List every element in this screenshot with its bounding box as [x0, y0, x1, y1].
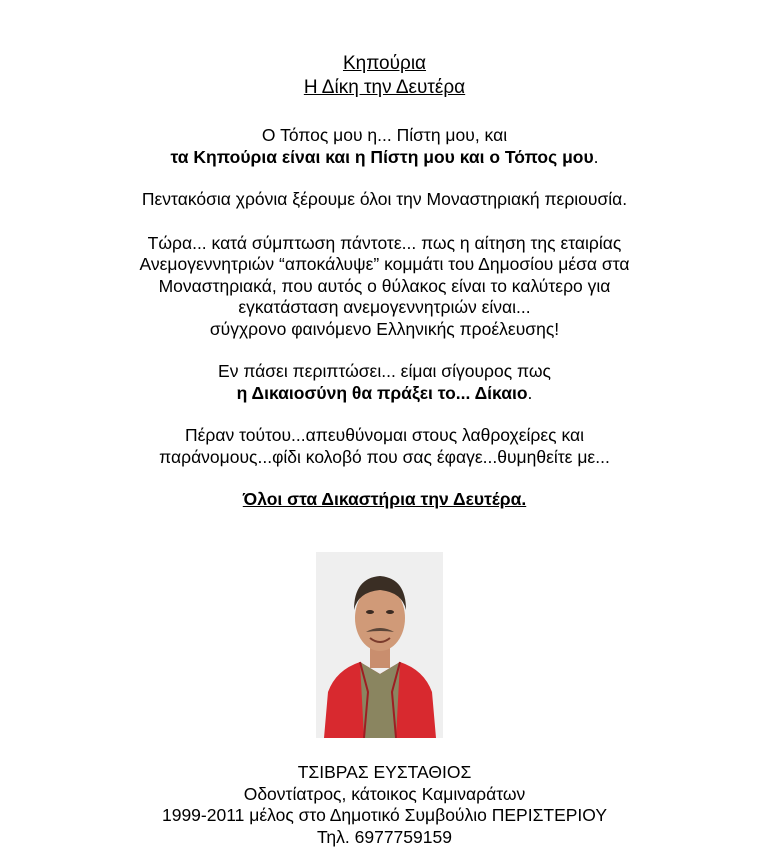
paragraph-4-line-2 [0, 383, 769, 405]
paragraph-5-line-2: παράνομους...φίδι κολοβό που σας έφαγε...θυμηθείτε με... [159, 446, 610, 467]
paragraph-5-line-1: Πέραν τούτου...απευθύνομαι στους λαθροχείρες και [184, 425, 585, 445]
paragraph-1-end: . [593, 146, 599, 167]
paragraph-3-line-1: Τώρα... κατά σύμπτωση πάντοτε... πως η αίτηση της εταιρίας [147, 232, 622, 253]
signature-phone: Τηλ. 6977759159 [317, 826, 452, 847]
paragraph-4-bold: η Δικαιοσύνη θα πράξει το... Δίκαιο [236, 382, 528, 403]
closing-statement: Όλοι στα Δικαστήρια την Δευτέρα. [242, 489, 527, 509]
signature-occupation: Οδοντίατρος, κάτοικος Καμιναράτων [243, 783, 526, 804]
signature-block [0, 762, 769, 848]
paragraph-3-line-3: Μοναστηριακά, που αυτός ο θύλακος είναι το καλύτερο για [158, 275, 611, 296]
signature-role: 1999-2011 μέλος στο Δημοτικό Συμβούλιο ΠΕΡΙΣΤΕΡΙΟΥ [161, 805, 608, 825]
paragraph-3-line-5: σύγχρονο φαινόμενο Ελληνικής προέλευσης! [209, 318, 560, 339]
paragraph-4-end: . [527, 382, 533, 403]
signature-name: ΤΣΙΒΡΑΣ ΕΥΣΤΑΘΙΟΣ [297, 762, 472, 782]
paragraph-1-line-2 [0, 147, 769, 169]
title-line-1: Κηπούρια [342, 53, 427, 74]
paragraph-3-line-2: Ανεμογεννητριών “αποκάλυψε” κομμάτι του Δημοσίου μέσα στα [139, 254, 630, 274]
paragraph-1-bold: τα Κηπούρια είναι και η Πίστη μου και ο Τόπος μου [170, 146, 594, 167]
author-photo [316, 552, 443, 738]
paragraph-4-line-1: Εν πάσει περιπτώσει... είμαι σίγουρος πως [218, 361, 551, 381]
paragraph-3-line-4: εγκατάσταση ανεμογεννητριών είναι... [238, 297, 531, 317]
title-line-2: Η Δίκη την Δευτέρα [303, 77, 466, 98]
paragraph-1-line-1: Ο Τόπος μου η... Πίστη μου, και [261, 125, 508, 145]
paragraph-2: Πεντακόσια χρόνια ξέρουμε όλοι την Μοναστηριακή περιουσία. [141, 189, 628, 209]
